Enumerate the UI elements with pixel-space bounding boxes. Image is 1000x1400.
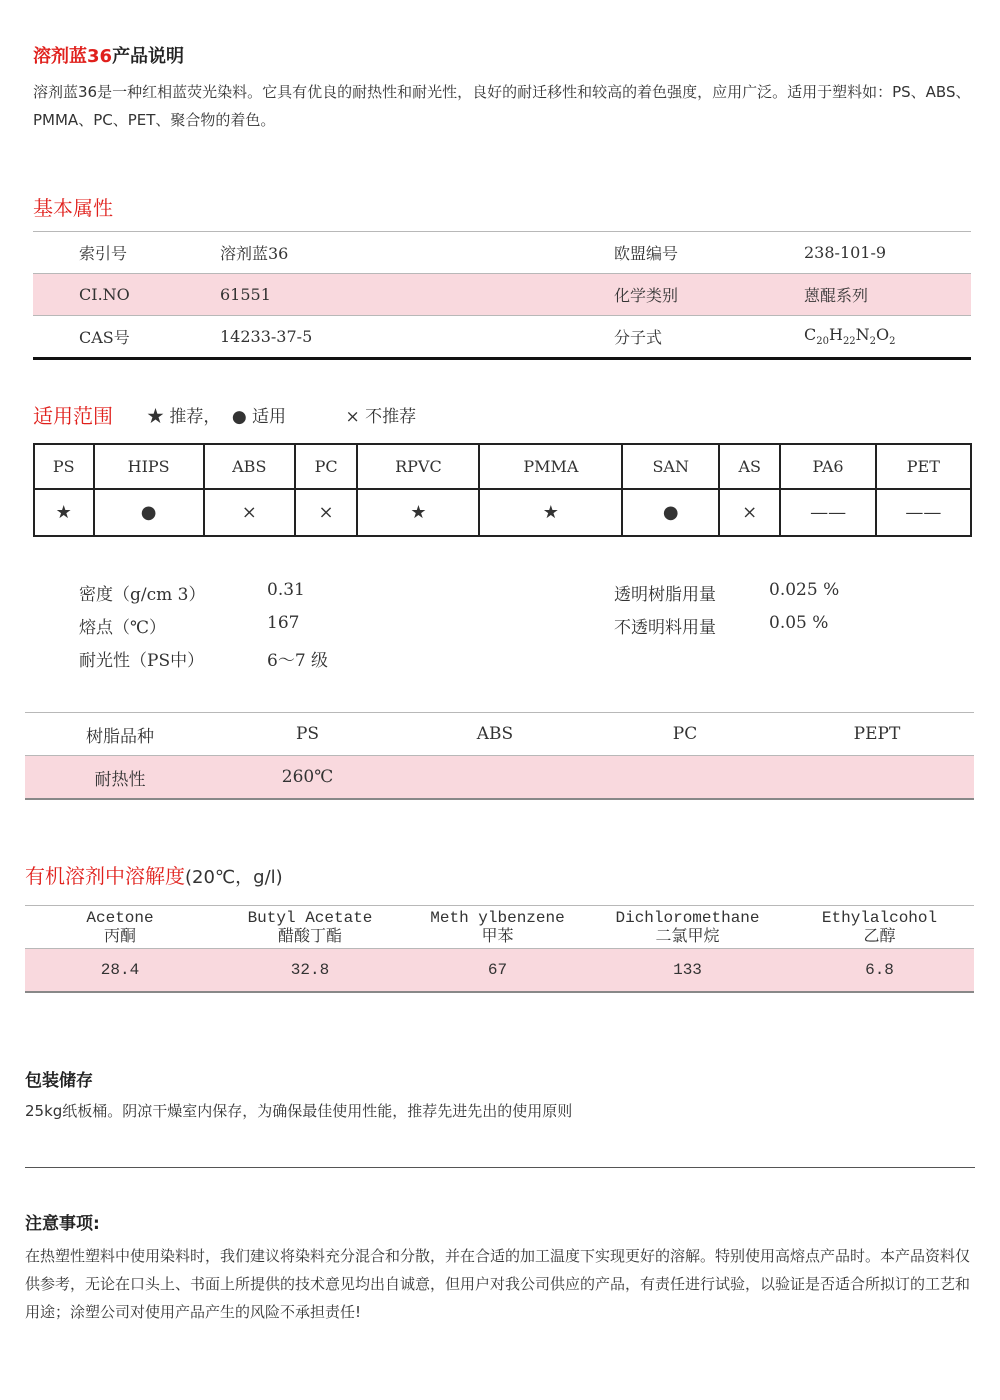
basic-label: CAS号 — [79, 316, 220, 359]
application-range-table — [33, 443, 972, 537]
range-mark: —— — [780, 489, 875, 536]
range-mark: ● — [622, 489, 719, 536]
range-column-header: PC — [295, 444, 358, 489]
basic-value: 61551 — [220, 274, 614, 316]
range-mark: × — [295, 489, 358, 536]
solvent-name-zh: 二氯甲烷 — [655, 926, 720, 945]
solvent-name-en: Acetone — [86, 909, 154, 927]
heat-column-header: PS — [215, 713, 400, 756]
application-range-heading: 适用范围 — [33, 404, 113, 428]
heat-column-header: 树脂品种 — [25, 713, 215, 756]
formula-text: $C_{20}H_{22}N_2O_2$ — [804, 325, 896, 348]
legend-not-recommended: × 不推荐 — [345, 407, 417, 427]
range-column-header: PMMA — [479, 444, 622, 489]
title-suffix: 产品说明 — [112, 46, 185, 67]
range-legend — [147, 402, 422, 427]
transparent-dosage-label: 透明树脂用量 — [614, 585, 716, 605]
solvent-name-zh: 乙醇 — [863, 926, 896, 945]
range-column-header: ABS — [204, 444, 295, 489]
range-column-header: AS — [719, 444, 780, 489]
table-row — [33, 232, 971, 274]
page-title — [33, 42, 184, 68]
molecular-formula — [804, 316, 971, 359]
range-column-header: PS — [34, 444, 94, 489]
solvent-name-zh: 丙酮 — [103, 926, 136, 945]
range-mark: ● — [94, 489, 204, 536]
notes-heading: 注意事项: — [25, 1214, 100, 1234]
table-row — [34, 444, 971, 489]
table-row — [25, 906, 974, 949]
packaging-text: 25kg纸板桶。阴凉干燥室内保存，为确保最佳使用性能，推荐先进先出的使用原则 — [25, 1102, 573, 1120]
solubility-unit: (20℃，g/l) — [185, 867, 283, 888]
solvent-name-en: Meth ylbenzene — [430, 909, 565, 927]
basic-label: 化学类别 — [614, 274, 804, 316]
range-mark: ★ — [34, 489, 94, 536]
heat-resistance-table — [25, 712, 974, 800]
solvent-name-en: Ethylalcohol — [821, 909, 938, 927]
range-column-header: PET — [876, 444, 971, 489]
range-column-header: HIPS — [94, 444, 204, 489]
table-row — [25, 949, 974, 993]
solubility-title: 有机溶剂中溶解度 — [25, 864, 185, 888]
legend-recommended: ★ 推荐， — [147, 407, 221, 427]
solubility-value: 28.4 — [25, 949, 215, 993]
heat-value — [780, 756, 974, 800]
basic-properties-heading: 基本属性 — [33, 196, 113, 220]
range-column-header: SAN — [622, 444, 719, 489]
table-row — [33, 274, 971, 316]
density-value: 0.31 — [267, 580, 305, 600]
solubility-value: 32.8 — [215, 949, 405, 993]
table-row — [25, 713, 974, 756]
range-mark: × — [719, 489, 780, 536]
range-mark: ★ — [479, 489, 622, 536]
heat-column-header: PEPT — [780, 713, 974, 756]
section-divider — [25, 1167, 975, 1168]
opaque-dosage-label: 不透明料用量 — [614, 618, 716, 638]
range-column-header: RPVC — [357, 444, 479, 489]
basic-label: CI.NO — [79, 274, 220, 316]
solvent-header — [405, 906, 590, 949]
solvent-header — [215, 906, 405, 949]
legend-suitable: ● 适用 — [231, 407, 287, 427]
basic-value: 溶剂蓝36 — [220, 232, 614, 274]
basic-value: 蒽醌系列 — [804, 274, 971, 316]
range-mark: —— — [876, 489, 971, 536]
heat-value — [590, 756, 780, 800]
solvent-name-en: Butyl Acetate — [247, 909, 373, 927]
range-mark: × — [204, 489, 295, 536]
solvent-name-zh: 醋酸丁酯 — [277, 926, 342, 945]
heat-column-header: ABS — [400, 713, 590, 756]
intro-paragraph: 溶剂蓝36是一种红相蓝荧光染料。它具有优良的耐热性和耐光性，良好的耐迁移性和较高的着色强度，应用广泛。适用于塑料如：PS、ABS、PMMA、PC、PET、聚合物的着色。 — [33, 83, 971, 129]
basic-properties-table — [33, 231, 971, 360]
solubility-table — [25, 905, 974, 993]
opaque-dosage-value: 0.05 % — [769, 613, 829, 633]
solubility-value: 6.8 — [785, 949, 974, 993]
table-row — [25, 756, 974, 800]
solubility-value: 133 — [590, 949, 785, 993]
melting-point-value: 167 — [267, 613, 300, 633]
solvent-header — [590, 906, 785, 949]
light-fastness-value: 6～7 级 — [267, 651, 329, 671]
transparent-dosage-value: 0.025 % — [769, 580, 840, 600]
table-row — [34, 489, 971, 536]
basic-value: 14233-37-5 — [220, 316, 614, 359]
range-mark: ★ — [357, 489, 479, 536]
basic-label: 欧盟编号 — [614, 232, 804, 274]
table-row — [33, 316, 971, 359]
solubility-value: 67 — [405, 949, 590, 993]
basic-label: 分子式 — [614, 316, 804, 359]
solvent-name-zh: 甲苯 — [481, 926, 514, 945]
range-column-header: PA6 — [780, 444, 875, 489]
title-product-name: 溶剂蓝36 — [33, 46, 113, 67]
solvent-name-en: Dichloromethane — [615, 909, 760, 927]
heat-value: 260℃ — [215, 756, 400, 800]
basic-label: 索引号 — [79, 232, 220, 274]
packaging-heading: 包装储存 — [25, 1071, 93, 1091]
heat-column-header: PC — [590, 713, 780, 756]
solvent-header — [25, 906, 215, 949]
light-fastness-label: 耐光性（PS中） — [79, 651, 205, 671]
notes-text: 在热塑性塑料中使用染料时，我们建议将染料充分混合和分散，并在合适的加工温度下实现更好的溶解。特别使用高熔点产品时。本产品资料仅供参考，无论在口头上、书面上所提供的技术意见均出自诚意，但用户对我公司供应的产品，有责任进行试验，以验证是否适合所拟订的工艺和用途；涂塑公司对使用产品产生的风险不承担责任! — [25, 1247, 971, 1321]
solubility-heading — [25, 860, 283, 889]
basic-value: 238-101-9 — [804, 232, 971, 274]
melting-point-label: 熔点（℃） — [79, 618, 167, 638]
solvent-header — [785, 906, 974, 949]
density-label: 密度（g/cm 3） — [79, 585, 206, 605]
heat-row-label: 耐热性 — [25, 756, 215, 800]
heat-value — [400, 756, 590, 800]
